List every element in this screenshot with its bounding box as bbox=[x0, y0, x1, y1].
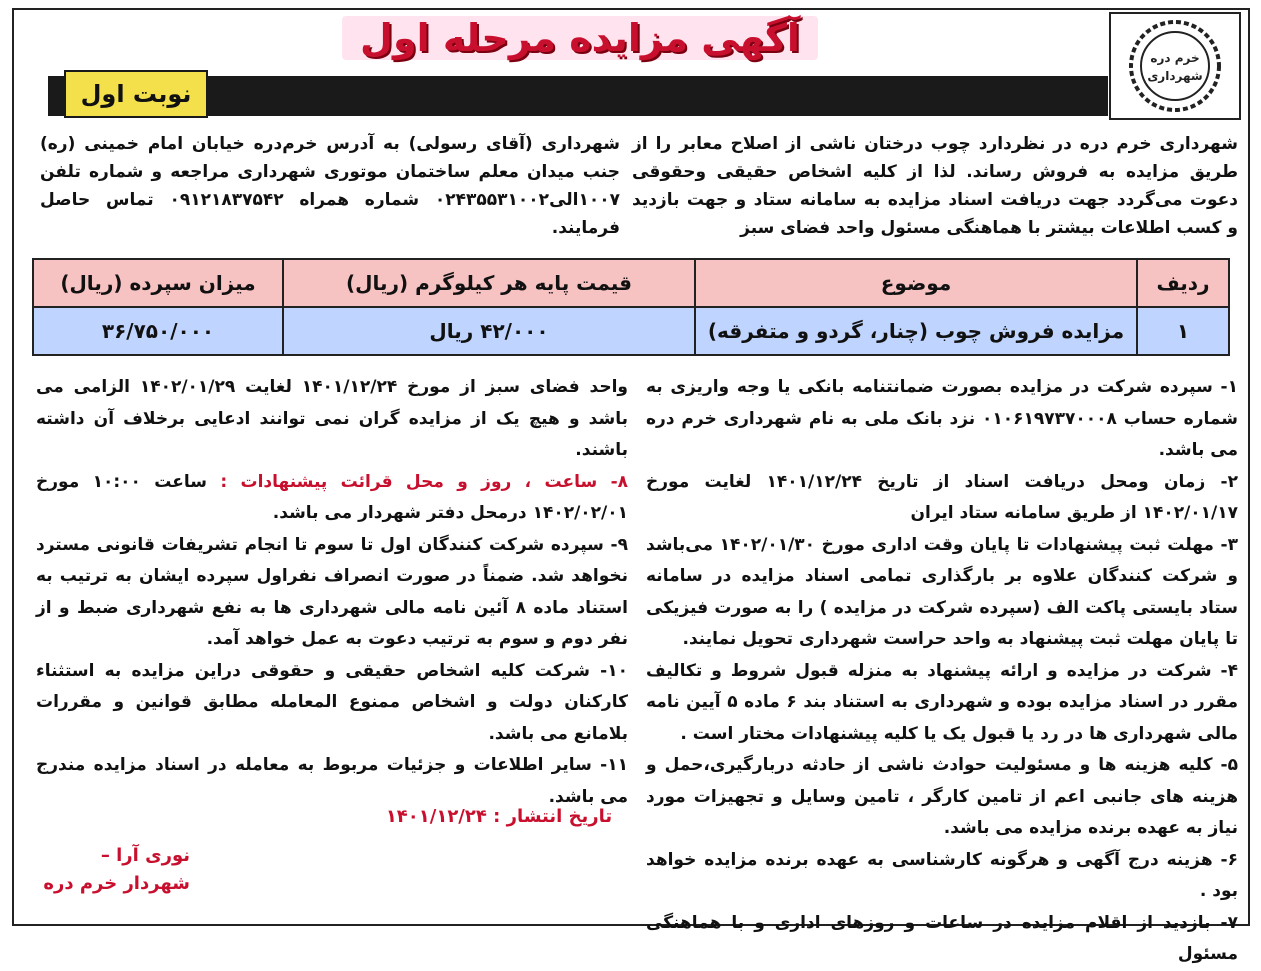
condition-item-2: ۲- زمان ومحل دریافت اسناد از تاریخ ۱۴۰۱/۱۲/۲۴ لغایت مورخ ۱۴۰۲/۰۱/۱۷ از طریق سامانه ستاد ایران bbox=[646, 471, 1238, 523]
header-deposit: میزان سپرده (ریال) bbox=[33, 259, 283, 307]
seal-icon bbox=[1120, 18, 1230, 114]
cell-base-price: ۴۲/۰۰۰ ریال bbox=[283, 307, 695, 355]
item-8-body: ساعت ۱۰:۰۰ مورخ ۱۴۰۲/۰۲/۰۱ درمحل دفتر شهردار می باشد. bbox=[36, 471, 628, 523]
table-header-row bbox=[33, 259, 1229, 307]
cell-subject: مزایده فروش چوب (چنار، گردو و متفرقه) bbox=[695, 307, 1137, 355]
logo-text-city: خرم دره bbox=[1150, 51, 1200, 65]
signer-title: شهردار خرم دره bbox=[43, 873, 190, 894]
title-text: آگهی مزایده مرحله اول bbox=[342, 16, 818, 60]
logo-text-municipality: شهرداری bbox=[1147, 69, 1203, 83]
conditions-left bbox=[36, 372, 628, 813]
condition-item-7-continued: واحد فضای سبز از مورخ ۱۴۰۱/۱۲/۲۴ لغایت ۱۴۰۲/۰۱/۲۹ الزامی می باشد و هیچ یک از مزایده گران نمی توانند ادعایی برخلاف آن داشته باشند. bbox=[36, 377, 628, 460]
condition-item-8 bbox=[36, 467, 628, 530]
condition-item-7: ۷- بازدید از اقلام مزایده در ساعات و روزهای اداری و با هماهنگی مسئول bbox=[646, 912, 1238, 964]
condition-item-3: ۳- مهلت ثبت پیشنهادات تا پایان وقت اداری مورخ ۱۴۰۲/۰۱/۳۰ می‌باشد و شرکت کنندگان علاوه بر بارگذاری تمامی اسناد مزایده در سامانه ستاد بایستی پاکت الف (سپرده شرکت در مزایده ) را به صورت فیزیکی تا پایان مهلت ثبت پیشنهاد به واحد حراست شهرداری تحویل نمایند. bbox=[646, 534, 1238, 649]
cell-row-number: ۱ bbox=[1137, 307, 1229, 355]
municipality-logo bbox=[1109, 12, 1241, 120]
condition-item-4: ۴- شرکت در مزایده و ارائه پیشنهاد به منزله قبول شروط و تکالیف مقرر در اسناد مزایده بوده و شهرداری به استناد بند ۶ ماده ۵ آیین نامه مالی شهرداری ها در رد یا قبول یک یا کلیه پیشنهادات مختار است . bbox=[646, 660, 1238, 744]
cell-deposit: ۳۶/۷۵۰/۰۰۰ bbox=[33, 307, 283, 355]
intro-right: شهرداری خرم دره در نظردارد چوب درختان ناشی از اصلاح معابر را از طریق مزایده به فروش رساند. لذا از کلیه اشخاص حقیقی وحقوقی دعوت می‌گردد جهت دریافت اسناد مزایده به سامانه ستاد و جهت بازدید و کسب اطلاعات بیشتر با هماهنگی مسئول واحد فضای سبز bbox=[632, 134, 1238, 238]
intro-left: شهرداری (آقای رسولی) به آدرس خرم‌دره خیابان امام خمینی (ره) جنب میدان معلم ساختمان موتوری شهرداری مراجعه و شماره تلفن ۱۰۰۷الی۰۲۴۳۵۵۳۱۰۰۲ شماره همراه ۰۹۱۲۱۸۳۷۵۴۲ تماس حاصل فرمایند. bbox=[40, 134, 620, 238]
round-label: نوبت اول bbox=[64, 70, 208, 118]
page-title bbox=[300, 16, 860, 72]
condition-item-5: ۵- کلیه هزینه ها و مسئولیت حوادث ناشی از حادثه دربارگیری،حمل و هزینه های جانبی اعم از تامین کارگر ، تامین وسایل و تجهیزات مورد نیاز به عهده برنده مزایده می باشد. bbox=[646, 755, 1238, 838]
publication-date: تاریخ انتشار : ۱۴۰۱/۱۲/۲۴ bbox=[385, 806, 613, 827]
header-row-number: ردیف bbox=[1137, 259, 1229, 307]
condition-item-6: ۶- هزینه درج آگهی و هرگونه کارشناسی به عهده برنده مزایده خواهد بود . bbox=[646, 849, 1238, 901]
condition-item-11: ۱۱- سایر اطلاعات و جزئیات مربوط به معامله در اسناد مزایده مندرج می باشد. bbox=[36, 755, 628, 807]
item-8-title: ۸- ساعت ، روز و محل قرائت پیشنهادات : bbox=[220, 471, 629, 492]
auction-table bbox=[32, 258, 1230, 356]
header-subject: موضوع bbox=[695, 259, 1137, 307]
condition-item-9: ۹- سپرده شرکت کنندگان اول تا سوم تا انجام تشریفات قانونی مسترد نخواهد شد. ضمناً در صورت انصراف نفراول سپرده ایشان به ترتیب به استناد ماده ۸ آئین نامه مالی شهرداری ها به نفع شهرداری ضبط و از نفر دوم و سوم به ترتیب دعوت به عمل خواهد آمد. bbox=[36, 534, 628, 649]
header-base-price: قیمت پایه هر کیلوگرم (ریال) bbox=[283, 259, 695, 307]
table-row bbox=[33, 307, 1229, 355]
signer-block bbox=[30, 842, 190, 898]
conditions-right bbox=[646, 372, 1238, 971]
condition-item-1: ۱- سپرده شرکت در مزایده بصورت ضمانتنامه بانکی یا وجه واریزی به شماره حساب ۰۱۰۶۱۹۷۳۷۰۰۰۸ نزد بانک ملی به نام شهرداری خرم دره می باشد. bbox=[646, 377, 1238, 460]
signer-name: نوری آرا – bbox=[100, 845, 190, 866]
condition-item-10: ۱۰- شرکت کلیه اشخاص حقیقی و حقوقی دراین مزایده به استثناء کارکنان دولت و اشخاص ممنوع المعامله مطابق قوانین و مقررات بلامانع می باشد. bbox=[36, 660, 628, 744]
